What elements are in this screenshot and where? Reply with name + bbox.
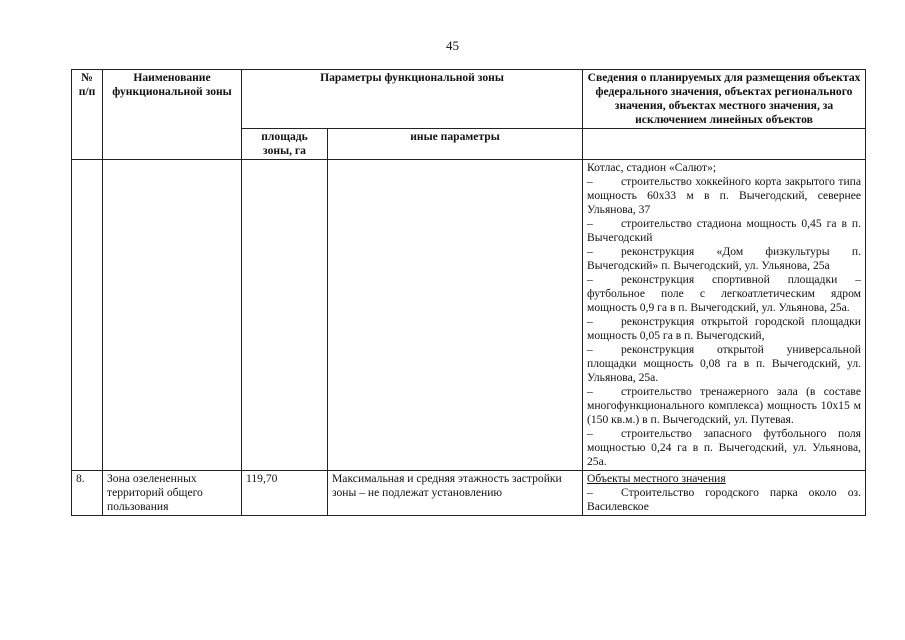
cell-zone-name: Зона озелененных территорий общего пользования bbox=[103, 471, 242, 516]
cell-area-empty bbox=[242, 160, 328, 471]
list-item: – реконструкция спортивной площадки – футбольное поле с легкоатлетическим ядром мощность 0,9 га в п. Вычегодский, ул. Ульянова, 25а. bbox=[587, 273, 861, 314]
cell-name-empty bbox=[103, 160, 242, 471]
header-zone-name: Наименование функциональной зоны bbox=[103, 70, 242, 160]
cell-other-params: Максимальная и средняя этажность застройки зоны – не подлежат установлению bbox=[328, 471, 583, 516]
cell-num: 8. bbox=[72, 471, 103, 516]
header-empty bbox=[583, 129, 866, 160]
list-item: – реконструкция открытой городской площадки мощность 0,05 га в п. Вычегодский, bbox=[587, 315, 861, 342]
header-num: № п/п bbox=[72, 70, 103, 160]
list-item: – реконструкция открытой универсальной площадки мощность 0,08 га в п. Вычегодский, ул. Ульянова, 25а. bbox=[587, 343, 861, 384]
cell-planned-objects bbox=[583, 471, 866, 516]
cell-num-empty bbox=[72, 160, 103, 471]
list-item: – строительство тренажерного зала (в составе многофункционального комплекса) мощность 10х15 м (150 кв.м.) в п. Вычегодский, ул. Путевая. bbox=[587, 385, 861, 426]
list-item: – строительство стадиона мощность 0,45 га в п. Вычегодский bbox=[587, 217, 861, 244]
zones-table bbox=[71, 69, 866, 516]
header-other-params: иные параметры bbox=[328, 129, 583, 160]
header-zone-params: Параметры функциональной зоны bbox=[242, 70, 583, 129]
list-item: – строительство запасного футбольного поля мощностью 0,24 га в п. Вычегодский, ул. Ульянова, 25а. bbox=[587, 427, 861, 468]
cell-planned-objects-continuation bbox=[583, 160, 866, 471]
table-row-8 bbox=[72, 471, 866, 516]
header-planned-objects: Сведения о планируемых для размещения объектах федерального значения, объектах регионального значения, объектах местного значения, за исключением линейных объектов bbox=[583, 70, 866, 129]
table-header-row bbox=[72, 70, 866, 129]
header-area: площадь зоны, га bbox=[242, 129, 328, 160]
list-item: – Строительство городского парка около оз. Василевское bbox=[587, 486, 861, 513]
page-number: 45 bbox=[446, 38, 459, 53]
list-intro: Котлас, стадион «Салют»; bbox=[587, 161, 717, 174]
list-item: – строительство хоккейного корта закрытого типа мощность 60х33 м в п. Вычегодский, севернее Ульянова, 37 bbox=[587, 175, 861, 216]
cell-area: 119,70 bbox=[242, 471, 328, 516]
cell-other-empty bbox=[328, 160, 583, 471]
objects-heading: Объекты местного значения bbox=[587, 472, 726, 485]
list-item: – реконструкция «Дом физкультуры п. Вычегодский» п. Вычегодский, ул. Ульянова, 25а bbox=[587, 245, 861, 272]
table-row-continuation bbox=[72, 160, 866, 471]
